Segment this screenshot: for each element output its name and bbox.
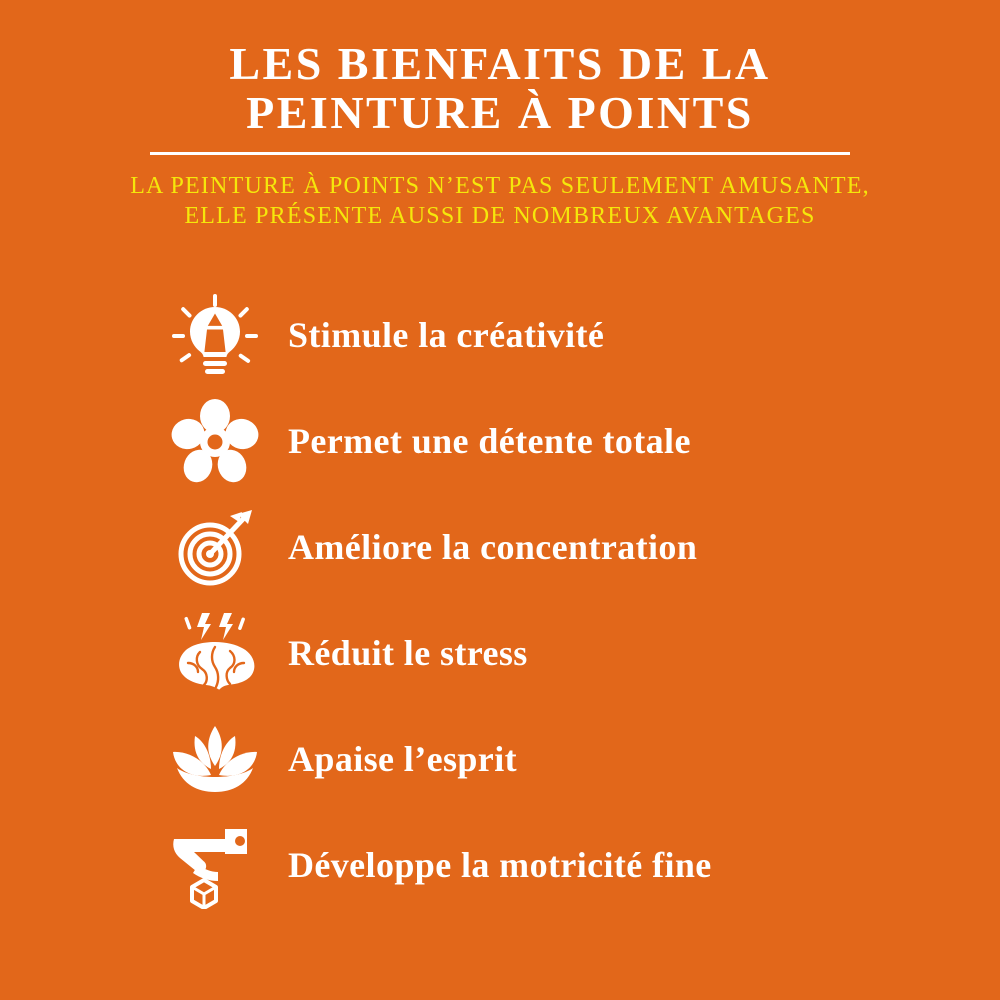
page-title-line-1: LES BIENFAITS DE LA bbox=[229, 38, 771, 89]
lotus-icon bbox=[160, 717, 270, 801]
benefit-label: Permet une détente totale bbox=[288, 420, 691, 461]
subtitle-line-2: ELLE PRÉSENTE AUSSI DE NOMBREUX AVANTAGES bbox=[184, 202, 816, 229]
list-item bbox=[160, 611, 860, 695]
target-arrow-icon bbox=[160, 505, 270, 589]
lightbulb-pencil-icon bbox=[160, 293, 270, 377]
page-title bbox=[60, 40, 940, 138]
list-item bbox=[160, 505, 860, 589]
subtitle bbox=[60, 171, 940, 231]
benefits-list bbox=[140, 293, 860, 907]
benefit-label: Améliore la concentration bbox=[288, 526, 698, 567]
benefit-label: Apaise l’esprit bbox=[288, 738, 517, 779]
brain-icon bbox=[160, 611, 270, 695]
benefit-label: Réduit le stress bbox=[288, 632, 528, 673]
list-item bbox=[160, 293, 860, 377]
subtitle-line-1: LA PEINTURE À POINTS N’EST PAS SEULEMENT AMUSANTE, bbox=[130, 172, 870, 199]
benefit-label: Stimule la créativité bbox=[288, 314, 605, 355]
flower-icon bbox=[160, 399, 270, 483]
list-item bbox=[160, 717, 860, 801]
list-item bbox=[160, 399, 860, 483]
page-title-line-2: PEINTURE À POINTS bbox=[246, 86, 754, 138]
benefit-label: Développe la motricité fine bbox=[288, 844, 712, 885]
list-item bbox=[160, 823, 860, 907]
hand-cube-icon bbox=[160, 823, 270, 907]
title-divider bbox=[150, 152, 850, 155]
title-block bbox=[60, 40, 940, 231]
